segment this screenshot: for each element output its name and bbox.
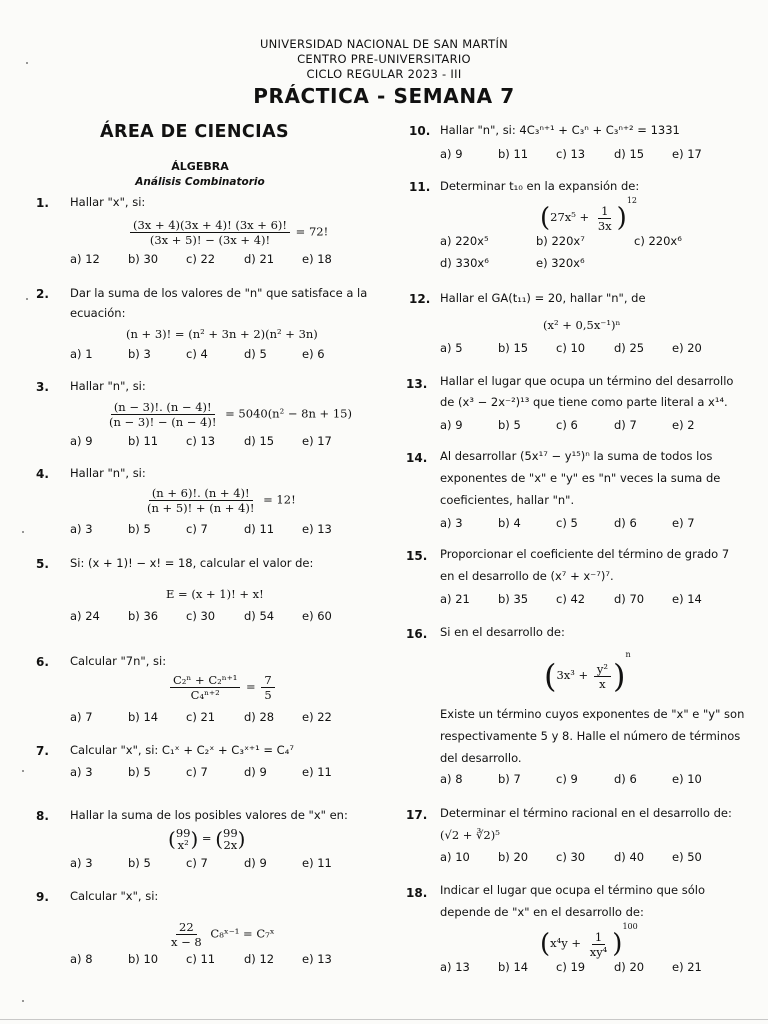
problem-text: Dar la suma de los valores de "n" que satisface a la — [70, 286, 368, 300]
problem-formula: $\frac{(n - 3)!. (n - 4)!}{(n - 3)! - (n - 4)!}$ = 5040(n² − 8n + 15) — [109, 400, 352, 429]
option-b[interactable]: b) 20 — [498, 850, 529, 864]
problem-text-4: del desarrollo. — [440, 751, 522, 765]
answer-options — [440, 147, 730, 161]
problem-number: 2. — [36, 287, 49, 301]
problem-formula: (x² + 0,5x⁻¹)ⁿ — [543, 318, 621, 332]
option-e[interactable]: e) 13 — [302, 952, 332, 966]
problem-text-2: exponentes de "x" e "y" es "n" veces la suma de — [440, 471, 721, 485]
option-d[interactable]: d) 54 — [244, 609, 275, 623]
problem-number: 17. — [406, 808, 428, 822]
option-c[interactable]: c) 7 — [186, 522, 208, 536]
option-b[interactable]: b) 11 — [498, 147, 529, 161]
option-c[interactable]: c) 13 — [186, 434, 216, 448]
option-a[interactable]: a) 9 — [440, 418, 463, 432]
problem-text: Hallar la suma de los posibles valores de "x" en: — [70, 808, 348, 822]
option-a[interactable]: a) 8 — [70, 952, 93, 966]
option-a[interactable]: a) 8 — [440, 772, 463, 786]
option-e[interactable]: e) 7 — [672, 516, 695, 530]
page-bottom-edge — [0, 1019, 768, 1020]
problem-text-2: de (x³ − 2x⁻²)¹³ que tiene como parte literal a x¹⁴. — [440, 395, 728, 409]
option-c[interactable]: c) 30 — [186, 609, 216, 623]
problem-text: Determinar t₁₀ en la expansión de: — [440, 179, 640, 193]
problem-number: 15. — [406, 549, 428, 563]
problem-number: 12. — [409, 292, 431, 306]
problem-text: Si: (x + 1)! − x! = 18, calcular el valor de: — [70, 556, 314, 570]
option-a[interactable]: a) 10 — [440, 850, 470, 864]
option-e[interactable]: e) 18 — [302, 252, 332, 266]
option-a[interactable]: a) 3 — [70, 765, 93, 779]
option-e[interactable]: e) 10 — [672, 772, 702, 786]
problem-text-3: coeficientes, hallar "n". — [440, 493, 575, 507]
answer-options — [440, 341, 730, 355]
problem-text: Indicar el lugar que ocupa el término que sólo — [440, 883, 706, 897]
option-c[interactable]: c) 19 — [556, 960, 586, 974]
option-e[interactable]: e) 60 — [302, 609, 332, 623]
center-name: CENTRO PRE-UNIVERSITARIO — [297, 52, 471, 66]
problem-number: 1. — [36, 196, 49, 210]
option-c[interactable]: c) 4 — [186, 347, 208, 361]
option-d[interactable]: d) 20 — [614, 960, 645, 974]
option-e[interactable]: e) 21 — [672, 960, 702, 974]
option-b[interactable]: b) 5 — [128, 765, 151, 779]
answer-options-row-2 — [440, 256, 585, 270]
option-b[interactable]: b) 10 — [128, 952, 159, 966]
option-c[interactable]: c) 11 — [186, 952, 216, 966]
problem-formula: (3x³ + $\frac{\text{y²}}{x}$ )$^n$ — [544, 650, 631, 695]
problem-text-2: en el desarrollo de (x⁷ + x⁻⁷)⁷. — [440, 569, 614, 583]
option-a[interactable]: a) 3 — [70, 856, 93, 870]
option-c[interactable]: c) 30 — [556, 850, 586, 864]
problem-number: 16. — [406, 627, 428, 641]
problem-formula: $\frac{(3x + 4)(3x + 4)! (3x + 6)!}{(3x + 5)! - (3x + 4)!}$ = 72! — [128, 218, 328, 247]
answer-options — [70, 710, 360, 724]
university-name: UNIVERSIDAD NACIONAL DE SAN MARTÍN — [259, 37, 509, 51]
option-b[interactable]: b) 3 — [128, 347, 151, 361]
option-d[interactable]: d) 12 — [244, 952, 275, 966]
answer-options — [70, 252, 360, 266]
option-c[interactable]: c) 13 — [556, 147, 586, 161]
answer-options — [440, 592, 730, 606]
option-b[interactable]: b) 5 — [128, 856, 151, 870]
problem-text-3: respectivamente 5 y 8. Halle el número de términos — [440, 729, 741, 743]
option-d[interactable]: d) 6 — [614, 516, 637, 530]
option-a[interactable]: a) 13 — [440, 960, 470, 974]
option-a[interactable]: a) 9 — [70, 434, 93, 448]
option-d[interactable]: d) 40 — [614, 850, 645, 864]
option-c[interactable]: c) 9 — [556, 772, 578, 786]
problem-number: 6. — [36, 655, 49, 669]
option-a[interactable]: a) 9 — [440, 147, 463, 161]
option-d[interactable]: d) 70 — [614, 592, 645, 606]
option-b[interactable]: b) 220x⁷ — [536, 234, 585, 248]
option-a[interactable]: a) 3 — [440, 516, 463, 530]
topic-title: Análisis Combinatorio — [135, 176, 265, 188]
problem-text-2: Existe un término cuyos exponentes de "x" e "y" son — [440, 707, 745, 721]
option-d[interactable]: d) 9 — [244, 856, 267, 870]
problem-formula: (27x⁵ + $\frac{1}{3x}$ )$^{12}$ — [540, 196, 637, 233]
option-d[interactable]: d) 6 — [614, 772, 637, 786]
problem-number: 5. — [36, 557, 49, 571]
option-e[interactable]: e) 13 — [302, 522, 332, 536]
problem-number: 3. — [36, 380, 49, 394]
option-b[interactable]: b) 36 — [128, 609, 159, 623]
problem-formula: $\frac{\text{C₂ⁿ + C₂ⁿ⁺¹}}{\text{C₄ⁿ⁺²}}$ = $\frac{7}{5}$ — [168, 673, 277, 702]
option-b[interactable]: b) 30 — [128, 252, 159, 266]
problem-number: 14. — [406, 451, 428, 465]
problem-number: 11. — [409, 180, 431, 194]
option-a[interactable]: a) 5 — [440, 341, 463, 355]
option-e[interactable]: e) 17 — [672, 147, 702, 161]
scan-mark — [22, 770, 24, 772]
scan-mark — [22, 1000, 24, 1002]
option-b[interactable]: b) 14 — [498, 960, 529, 974]
option-d[interactable]: d) 25 — [614, 341, 645, 355]
answer-options — [70, 434, 360, 448]
problem-text: Proporcionar el coeficiente del término de grado 7 — [440, 547, 730, 561]
option-d[interactable]: d) 330x⁶ — [440, 256, 489, 270]
option-b[interactable]: b) 7 — [498, 772, 521, 786]
option-b[interactable]: b) 5 — [128, 522, 151, 536]
problem-formula: $\frac{22}{x - 8}$ C₈ˣ⁻¹ = C₇ˣ — [171, 920, 275, 949]
problem-formula: (n + 3)! = (n² + 3n + 2)(n² + 3n) — [126, 327, 318, 341]
option-b[interactable]: b) 11 — [128, 434, 159, 448]
option-c[interactable]: c) 7 — [186, 765, 208, 779]
option-c[interactable]: c) 5 — [556, 516, 578, 530]
problem-text: Calcular "x", si: C₁ˣ + C₂ˣ + C₃ˣ⁺¹ = C₄⁷ — [70, 743, 294, 757]
option-e[interactable]: e) 50 — [672, 850, 702, 864]
problem-number: 18. — [406, 886, 428, 900]
answer-options — [70, 765, 360, 779]
answer-options — [70, 347, 360, 361]
option-b[interactable]: b) 4 — [498, 516, 521, 530]
option-e[interactable]: e) 11 — [302, 856, 332, 870]
option-d[interactable]: d) 21 — [244, 252, 275, 266]
problem-number: 7. — [36, 744, 49, 758]
scan-mark — [26, 298, 28, 300]
option-b[interactable]: b) 5 — [498, 418, 521, 432]
option-a[interactable]: a) 24 — [70, 609, 100, 623]
option-c[interactable]: c) 10 — [556, 341, 586, 355]
option-d[interactable]: d) 5 — [244, 347, 267, 361]
option-a[interactable]: a) 1 — [70, 347, 93, 361]
problem-text: Si en el desarrollo de: — [440, 625, 565, 639]
problem-text: Hallar "x", si: — [70, 195, 146, 209]
problem-number: 9. — [36, 890, 49, 904]
option-e[interactable]: e) 17 — [302, 434, 332, 448]
option-c[interactable]: c) 220x⁶ — [634, 234, 682, 248]
subject-title: ÁLGEBRA — [171, 160, 229, 173]
page-title: PRÁCTICA - SEMANA 7 — [253, 84, 515, 108]
problem-text: Hallar el GA(t₁₁) = 20, hallar "n", de — [440, 291, 646, 305]
option-c[interactable]: c) 42 — [556, 592, 586, 606]
problem-text-2: ecuación: — [70, 306, 126, 320]
option-a[interactable]: a) 21 — [440, 592, 470, 606]
scan-mark — [22, 531, 24, 533]
option-b[interactable]: b) 14 — [128, 710, 159, 724]
area-title: ÁREA DE CIENCIAS — [100, 122, 290, 142]
problem-formula: (x⁴y + $\frac{1}{\text{xy⁴}}$ )$^{100}$ — [540, 922, 638, 959]
problem-formula: ( 99 x² ) = ( 99 2x ) — [168, 826, 246, 852]
option-b[interactable]: b) 15 — [498, 341, 529, 355]
answer-options — [440, 772, 730, 786]
scan-mark — [26, 62, 28, 64]
option-a[interactable]: a) 7 — [70, 710, 93, 724]
answer-options — [70, 856, 360, 870]
problem-text: Calcular "x", si: — [70, 889, 159, 903]
problem-number: 8. — [36, 809, 49, 823]
problem-text: Calcular "7n", si: — [70, 654, 167, 668]
option-c[interactable]: c) 22 — [186, 252, 216, 266]
option-d[interactable]: d) 15 — [244, 434, 275, 448]
problem-text: Hallar "n", si: — [70, 466, 146, 480]
option-e[interactable]: e) 11 — [302, 765, 332, 779]
option-e[interactable]: e) 22 — [302, 710, 332, 724]
option-d[interactable]: d) 9 — [244, 765, 267, 779]
option-e[interactable]: e) 320x⁶ — [536, 256, 585, 270]
option-a[interactable]: a) 220x⁵ — [440, 234, 489, 248]
problem-number: 13. — [406, 377, 428, 391]
problem-formula: E = (x + 1)! + x! — [166, 587, 264, 601]
problem-text: Al desarrollar (5x¹⁷ − y¹⁵)ⁿ la suma de todos los — [440, 449, 713, 463]
problem-text: Hallar el lugar que ocupa un término del desarrollo — [440, 374, 734, 388]
answer-options — [440, 850, 730, 864]
option-d[interactable]: d) 7 — [614, 418, 637, 432]
problem-text-2: depende de "x" en el desarrollo de: — [440, 905, 644, 919]
problem-text: Hallar "n", si: 4C₃ⁿ⁺¹ + C₃ⁿ + C₃ⁿ⁺² = 1331 — [440, 123, 680, 137]
problem-formula: (√2 + ∛2)⁵ — [440, 828, 500, 842]
cycle-label: CICLO REGULAR 2023 - III — [306, 67, 462, 81]
option-e[interactable]: e) 20 — [672, 341, 702, 355]
option-e[interactable]: e) 2 — [672, 418, 695, 432]
answer-options — [440, 234, 682, 248]
option-b[interactable]: b) 35 — [498, 592, 529, 606]
problem-formula: $\frac{(n + 6)!. (n + 4)!}{(n + 5)! + (n + 4)!}$ = 12! — [147, 486, 296, 515]
problem-text: Determinar el término racional en el desarrollo de: — [440, 806, 732, 820]
option-d[interactable]: d) 15 — [614, 147, 645, 161]
problem-number: 4. — [36, 467, 49, 481]
option-d[interactable]: d) 28 — [244, 710, 275, 724]
problem-text: Hallar "n", si: — [70, 379, 146, 393]
answer-options — [440, 960, 730, 974]
option-c[interactable]: c) 7 — [186, 856, 208, 870]
option-a[interactable]: a) 12 — [70, 252, 100, 266]
problem-number: 10. — [409, 124, 431, 138]
option-c[interactable]: c) 21 — [186, 710, 216, 724]
answer-options — [440, 418, 730, 432]
option-a[interactable]: a) 3 — [70, 522, 93, 536]
answer-options — [70, 609, 360, 623]
option-c[interactable]: c) 6 — [556, 418, 578, 432]
answer-options — [70, 522, 360, 536]
option-e[interactable]: e) 14 — [672, 592, 702, 606]
option-e[interactable]: e) 6 — [302, 347, 325, 361]
answer-options — [440, 516, 730, 530]
answer-options — [70, 952, 360, 966]
option-d[interactable]: d) 11 — [244, 522, 275, 536]
